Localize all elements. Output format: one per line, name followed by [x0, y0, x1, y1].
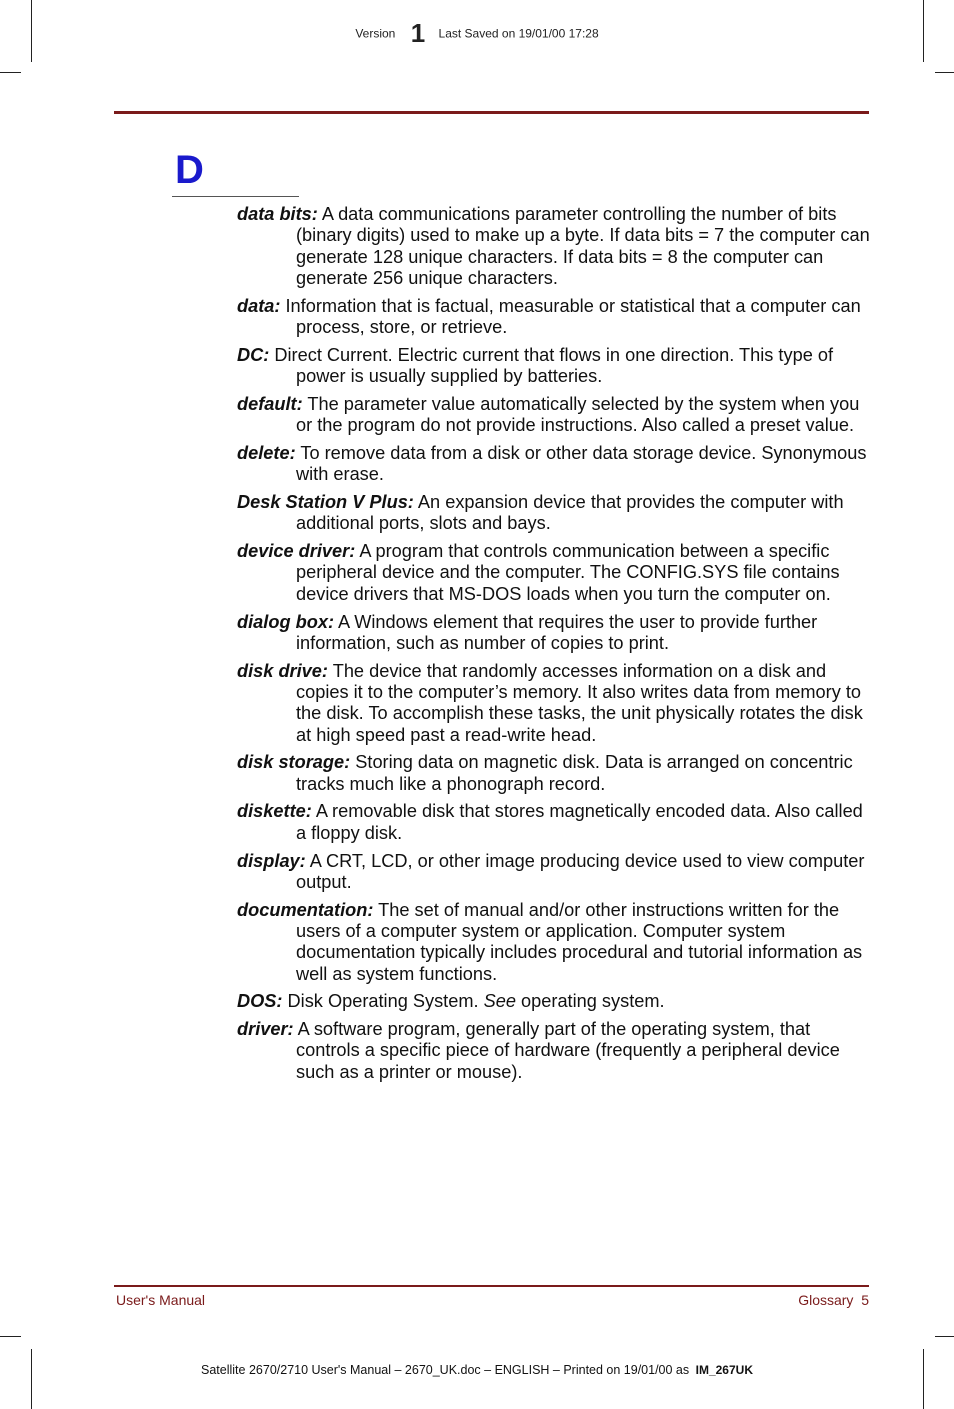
glossary-entry [237, 801, 870, 844]
footer-manual-title: User's Manual [116, 1292, 206, 1308]
glossary-entry [237, 1019, 870, 1083]
see-reference: See [483, 991, 516, 1012]
glossary-term: delete: [237, 442, 296, 463]
glossary-definition: A Windows element that requires the user to provide further information, such as number of copies to print. [296, 611, 823, 653]
glossary-term: diskette: [237, 801, 312, 822]
crop-mark [935, 72, 954, 73]
bottom-rule [114, 1285, 869, 1287]
glossary-entry [237, 752, 870, 795]
glossary-definition: An expansion device that provides the computer with additional ports, slots and bays. [296, 492, 849, 534]
glossary-definition: A software program, generally part of the operating system, that controls a specific piece of hardware (frequently a peripheral device such as a printer or mouse). [293, 1019, 845, 1082]
glossary-definition: To remove data from a disk or other data storage device. Synonymous with erase. [295, 442, 872, 485]
glossary-term: default: [237, 393, 303, 414]
glossary-entry [237, 900, 870, 985]
glossary-definition: The parameter value automatically selected by the system when you or the program do not provide instructions. Also called a preset value. [296, 393, 865, 436]
glossary-entry [237, 443, 870, 486]
glossary-entry [237, 394, 870, 437]
section-letter: D [175, 148, 204, 192]
print-info-text: Satellite 2670/2710 User's Manual – 2670_UK.doc – ENGLISH – Printed on 19/01/00 as [201, 1363, 690, 1377]
section-underline [172, 196, 299, 197]
top-rule [114, 111, 869, 114]
glossary-entry [237, 345, 870, 388]
glossary-term: driver: [237, 1019, 294, 1040]
glossary-definition: A CRT, LCD, or other image producing device used to view computer output. [296, 850, 870, 892]
print-info [0, 1363, 954, 1377]
last-saved: Last Saved on 19/01/00 17:28 [438, 26, 599, 41]
crop-mark [935, 1336, 954, 1337]
glossary-term: data: [237, 295, 281, 316]
glossary-entry [237, 661, 870, 746]
glossary-definition: A removable disk that stores magnetically encoded data. Also called a floppy disk. [296, 801, 868, 843]
glossary-term: dialog box: [237, 611, 334, 632]
glossary-definition: Disk Operating System. [282, 991, 484, 1012]
glossary-definition: Storing data on magnetic disk. Data is arranged on concentric tracks much like a phonograph record. [296, 752, 858, 794]
glossary-definition: A program that controls communication between a specific peripheral device and the computer. The CONFIG.SYS file contains device drivers that MS-DOS loads when you turn the computer on. [296, 541, 845, 604]
glossary-term: device driver: [237, 541, 356, 562]
version-number: 1 [410, 18, 426, 48]
glossary-definition-tail: operating system. [515, 991, 665, 1012]
glossary-definition: Information that is factual, measurable or statistical that a computer can process, store, or retrieve. [280, 295, 866, 337]
glossary-term: disk storage: [237, 752, 351, 773]
glossary-term: DC: [237, 344, 270, 365]
version-label: Version [355, 26, 396, 41]
glossary-entries [237, 204, 875, 1089]
crop-mark [923, 1349, 924, 1409]
glossary-definition: The device that randomly accesses information on a disk and copies it to the computer’s memory. It also writes data from memory to the disk. To accomplish these tasks, the unit physically rotates the disk at high speed past a read-write head. [296, 660, 868, 745]
glossary-entry [237, 492, 870, 535]
glossary-entry [237, 296, 870, 339]
glossary-term: documentation: [237, 899, 374, 920]
glossary-entry [237, 541, 870, 605]
crop-mark [0, 72, 21, 73]
crop-mark [31, 1349, 32, 1409]
glossary-entry [237, 612, 870, 655]
glossary-definition: The set of manual and/or other instructions written for the users of a computer system or application. Computer system documentation typically includes procedural and tutorial information as well as system functions. [296, 899, 868, 984]
footer-page-number: Glossary 5 [798, 1292, 869, 1308]
glossary-term: Desk Station V Plus: [237, 492, 414, 513]
print-id: IM_267UK [695, 1363, 753, 1377]
glossary-term: DOS: [237, 991, 283, 1012]
glossary-entry [237, 204, 875, 289]
glossary-term: disk drive: [237, 660, 328, 681]
version-header [0, 18, 954, 49]
glossary-entry [237, 991, 870, 1012]
glossary-entry [237, 851, 870, 894]
glossary-definition: Direct Current. Electric current that flows in one direction. This type of power is usually supplied by batteries. [269, 344, 839, 387]
glossary-term: data bits: [237, 204, 318, 224]
glossary-term: display: [237, 850, 306, 871]
glossary-definition: A data communications parameter controlling the number of bits (binary digits) used to make up a byte. If data bits = 7 the computer can generate 128 unique characters. If data bits = 8 the computer can generate 256 unique characters. [296, 204, 875, 288]
crop-mark [0, 1336, 21, 1337]
